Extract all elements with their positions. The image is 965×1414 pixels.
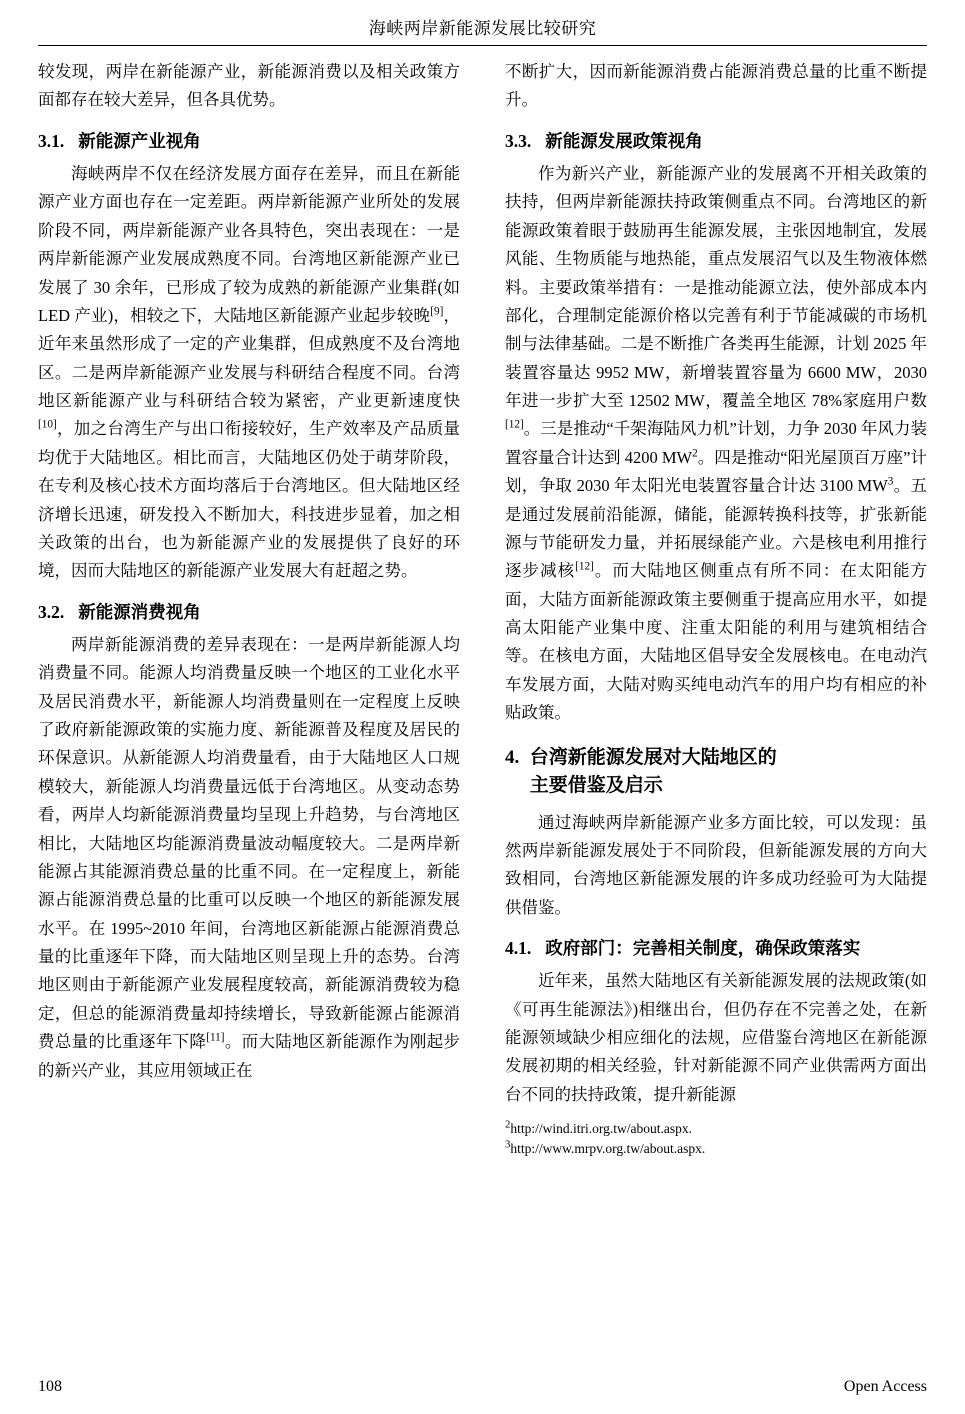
- heading-3-3-title: 新能源发展政策视角: [545, 130, 703, 151]
- paragraph-3-3-part1: 作为新兴产业，新能源产业的发展离不开相关政策的扶持，但两岸新能源扶持政策侧重点不同。台湾地区的新能源政策着眼于鼓励再生能源发展，主张因地制宜，发展风能、生物质能与地热能，重点发展沼气以及生物液体燃料。主要政策举措有：一是推动能源立法，使外部成本内部化，合理制定能源价格以完善有利于节能减碳的市场机制与法律基础。二是不断推广各类再生能源，计划 2025 年装置容量达 9952 MW，新增装置容量为 6600 MW，2030 年进一步扩大至 12502 MW，覆盖全地区 78%家庭用户数: [505, 164, 927, 410]
- citation-12b: [12]: [575, 560, 594, 573]
- paragraph-3-1-part1: 海峡两岸不仅在经济发展方面存在差异，而且在新能源产业方面也存在一定差距。两岸新能源产业所处的发展阶段不同，两岸新能源产业各具特色，突出表现在：一是两岸新能源产业发展成熟度不同。台湾地区新能源产业已发展了 30 余年，已形成了较为成熟的新能源产业集群(如 LED 产业)，相较之下，大陆地区新能源产业起步较晚: [38, 164, 460, 325]
- running-head: 海峡两岸新能源发展比较研究: [368, 19, 597, 38]
- two-column-body: [38, 58, 927, 1308]
- paragraph-3-2: [38, 631, 460, 1085]
- page-number: 108: [38, 1378, 62, 1395]
- paragraph-4-1: 近年来，虽然大陆地区有关新能源发展的法规政策(如《可再生能源法》)相继出台，但仍存在不完善之处，在新能源领域缺少相应细化的法规，应借鉴台湾地区在新能源发展初期的相关经验，针对新能源不同产业供需两方面出台不同的扶持政策，提升新能源: [505, 971, 927, 1104]
- footnote-3-text: http://www.mrpv.org.tw/about.aspx.: [510, 1140, 706, 1156]
- heading-3-2-number: 3.2.: [38, 601, 65, 622]
- paragraph-3-3-part5: 。而大陆地区侧重点有所不同：在太阳能方面，大陆方面新能源政策主要侧重于提高应用水平，如提高太阳能产业集中度、注重太阳能的利用与建筑相结合等。在核电方面，大陆地区倡导安全发展核电。在电动汽车发展方面，大陆对购买纯电动汽车的用户均有相应的补贴政策。: [505, 561, 928, 723]
- footnote-ref-2: 2: [692, 447, 698, 460]
- heading-4-title-line2: 主要借鉴及启示: [529, 775, 663, 796]
- page-footer: [38, 1378, 927, 1396]
- paragraph-intro: 较发现，两岸在新能源产业，新能源消费以及相关政策方面都存在较大差异，但各具优势。: [38, 62, 460, 110]
- heading-4-number: 4.: [505, 746, 520, 768]
- heading-3-1-title: 新能源产业视角: [78, 130, 201, 151]
- paragraph-3-3: [505, 160, 927, 728]
- paragraph-3-3-part4: 。五是通过发展前沿能源，储能，能源转换科技等，扩张新能源与节能研发力量，并拓展绿能产业。六是核电利用推行逐步减核: [505, 476, 928, 581]
- citation-10: [10]: [38, 418, 57, 431]
- left-column: [38, 58, 460, 1308]
- footnote-2: [505, 1119, 927, 1139]
- footnote-3: [505, 1139, 927, 1159]
- heading-4-1: [505, 935, 927, 961]
- heading-4-title-line1: 台湾新能源发展对大陆地区的: [529, 746, 777, 768]
- paragraph-3-2-part1: 两岸新能源消费的差异表现在：一是两岸新能源人均消费量不同。能源人均消费量反映一个地区的工业化水平及居民消费水平，新能源人均消费量则在一定程度上反映了政府新能源政策的实施力度、新能源普及程度及居民的环保意识。从新能源人均消费量看，由于大陆地区人口规模较大，新能源人均消费量远低于台湾地区。从变动态势看，两岸人均新能源消费量均呈现上升趋势，与台湾地区相比，大陆地区均能源消费量波动幅度较大。二是两岸新能源占其能源消费总量的比重不同。在一定程度上，新能源占能源消费总量的比重可以反映一个地区的新能源发展水平。在 1995~2010 年间，台湾地区新能源占能源消费总量的比重逐年下降，而大陆地区则呈现上升的态势。台湾地区则由于新能源产业发展程度较高，新能源消费较为稳定，但总的能源消费量却持续增长，导致新能源占能源消费总量的比重逐年下降: [38, 634, 460, 1052]
- footnotes: [505, 1119, 927, 1158]
- heading-3-2-title: 新能源消费视角: [78, 601, 201, 622]
- citation-11: [11]: [206, 1031, 225, 1044]
- header-rule: [38, 45, 927, 46]
- footnote-2-text: http://wind.itri.org.tw/about.aspx.: [510, 1121, 693, 1137]
- heading-4-1-number: 4.1.: [505, 938, 532, 958]
- heading-4-1-title: 政府部门：完善相关制度，确保政策落实: [545, 938, 861, 958]
- paragraph-3-3-part2: 。三是推动“千架海陆风力机”计划，力争 2030 年风力装置容量合计达到 4200 MW: [505, 419, 927, 467]
- heading-4: [505, 744, 927, 801]
- paragraph-3-1-part3: ，加之台湾生产与出口衔接较好，生产效率及产品质量均优于大陆地区。相比而言，大陆地区仍处于萌芽阶段，在专利及核心技术方面均落后于台湾地区。但大陆地区经济增长迅速，研发投入不断加大，科技进步显着，加之相关政策的出台，也为新能源产业的发展提供了良好的环境，因而大陆地区的新能源产业发展大有赶超之势。: [38, 419, 460, 581]
- paragraph-4: 通过海峡两岸新能源产业多方面比较，可以发现：虽然两岸新能源发展处于不同阶段，但新能源发展的方向大致相同，台湾地区新能源发展的许多成功经验可为大陆提供借鉴。: [505, 812, 927, 917]
- heading-3-1: [38, 128, 460, 154]
- paragraph-continuation: 不断扩大，因而新能源消费占能源消费总量的比重不断提升。: [505, 62, 927, 110]
- paragraph-3-1-part2: ，近年来虽然形成了一定的产业集群，但成熟度不及台湾地区。二是两岸新能源产业发展与科研结合程度不同。台湾地区新能源产业与科研结合较为紧密，产业更新速度快: [38, 305, 461, 410]
- paragraph-3-2-part2: 。而大陆地区新能源作为刚起步的新兴产业，其应用领域正在: [38, 1032, 461, 1080]
- right-column: [505, 58, 927, 1308]
- heading-3-3: [505, 128, 927, 154]
- heading-3-3-number: 3.3.: [505, 130, 532, 151]
- citation-12a: [12]: [505, 418, 524, 431]
- paragraph-3-3-part3: 。四是推动“阳光屋顶百万座”计划，争取 2030 年太阳光电装置容量合计达 3100 MW: [505, 447, 927, 496]
- paragraph-3-1: [38, 160, 460, 586]
- heading-3-1-number: 3.1.: [38, 130, 65, 151]
- footnote-3-marker: 3: [505, 1138, 511, 1151]
- citation-9: [9]: [430, 305, 444, 318]
- heading-3-2: [38, 599, 460, 625]
- footnote-2-marker: 2: [505, 1118, 511, 1131]
- heading-4-title: [530, 744, 925, 801]
- footnote-ref-3: 3: [887, 475, 894, 488]
- open-access-label: Open Access: [843, 1378, 927, 1395]
